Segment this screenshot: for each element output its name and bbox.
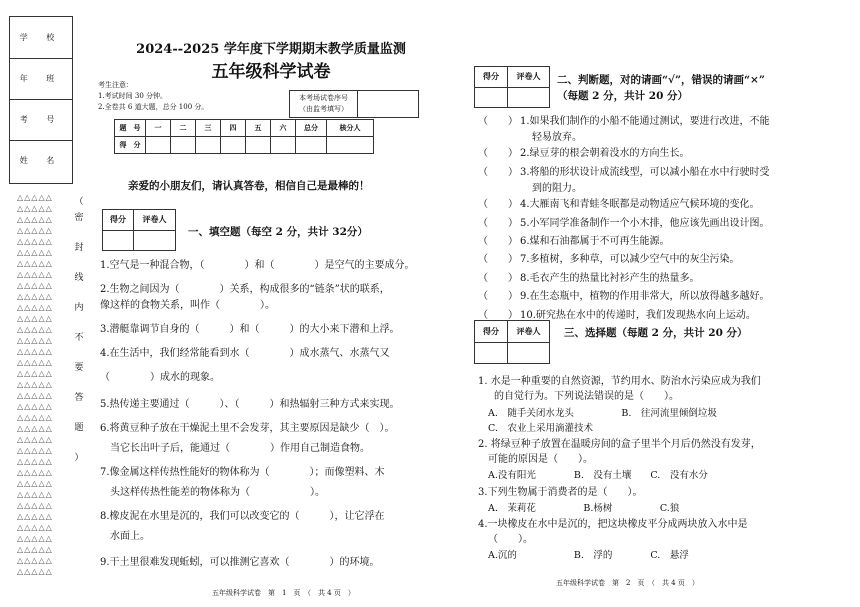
triangle-row: △△△△△ — [17, 490, 53, 499]
choice-line: A. 茉莉花 B.杨树 C.狼 — [488, 503, 680, 514]
exam-notes — [98, 80, 208, 113]
section3-grader-box: 得分 评卷人 — [474, 320, 550, 364]
class-field: 年 班 — [10, 58, 72, 100]
school-field: 学 校 — [10, 17, 72, 59]
choice-line: A.没有阳光 B. 没有土壤 C. 没有水分 — [488, 470, 708, 481]
choice-line: 1. 水是一种重要的自然资源，节约用水、防治水污染应成为我们 — [478, 376, 761, 387]
true-false-line: 4.大雁南飞和青蛙冬眠都是动物适应气候环境的变化。 — [520, 199, 760, 211]
answer-paren: （ ） — [478, 272, 518, 284]
choice-line: A.沉的 B. 浮的 C. 悬浮 — [488, 550, 689, 561]
triangle-row: △△△△△ — [17, 347, 53, 356]
note-line: 1.考试时间 30 分钟。 — [98, 92, 168, 100]
choice-line: 可能的原因是（ ）。 — [488, 454, 593, 465]
answer-paren: （ ） — [478, 236, 518, 247]
triangle-row: △△△△△ — [17, 193, 53, 202]
true-false-line: 1.如果我们制作的小船不能通过测试，要进行改进，不能 — [520, 116, 770, 127]
choice-line: 3.下列生物属于消费者的是（ ）。 — [478, 487, 643, 498]
triangle-border-pattern — [17, 192, 77, 577]
seal-char: 封 — [74, 243, 84, 253]
fill-in-line: 4.在生活中，我们经常能看到水（ ）成水蒸气、水蒸气又 — [100, 348, 390, 359]
fill-in-line: 3.潜艇靠调节自身的（ ）和（ ）的大小来下潜和上浮。 — [100, 324, 400, 335]
answer-paren: （ ） — [478, 291, 518, 303]
exam-subtitle: 五年级科学试卷 — [211, 62, 331, 82]
choice-line: 2. 将绿豆种子放置在温暖房间的盒子里半个月后仍然没有发芽， — [478, 439, 761, 450]
triangle-row: △△△△△ — [17, 457, 53, 466]
score-table-score-row: 得 分 — [115, 137, 374, 154]
triangle-row: △△△△△ — [17, 248, 53, 257]
note-line: 2.全卷共 6 道大题，总分 100 分。 — [98, 103, 209, 111]
notes-title: 考生注意： — [98, 81, 133, 89]
student-info-box — [9, 16, 73, 184]
section2-heading-score: （每题 2 分，共计 20 分） — [557, 90, 689, 102]
answer-paren: （ ） — [478, 217, 518, 229]
triangle-row: △△△△△ — [17, 435, 53, 444]
fill-in-line: 当它长出叶子后，能通过（ ）作用自己制造食物。 — [110, 443, 370, 454]
name-field: 姓 名 — [19, 156, 63, 165]
score-table — [114, 119, 374, 154]
fill-in-line: 头这样传热性能差的物体称为（ ）。 — [110, 487, 325, 498]
section2-heading: 二、判断题，对的请画“√”，错误的请画“×” — [557, 74, 765, 86]
triangle-row: △△△△△ — [17, 512, 53, 521]
fill-in-line: 1.空气是一种混合物，（ ）和（ ）是空气的主要成分。 — [100, 260, 415, 271]
seal-char: 密 — [74, 213, 84, 223]
triangle-row: △△△△△ — [17, 281, 53, 290]
answer-paren: （ ） — [478, 148, 518, 160]
choice-line: A. 随手关闭水龙头 B. 往河流里倾倒垃圾 — [488, 408, 717, 419]
triangle-row: △△△△△ — [17, 402, 53, 411]
answer-paren: （ ） — [478, 199, 518, 211]
section3-heading: 三、选择题（每题 2 分，共计 20 分） — [564, 327, 748, 339]
choice-line: 的自觉行为。下列说法错误的是（ ）。 — [494, 391, 679, 402]
fill-in-line: 5.热传递主要通过（ ）、（ ）和热辐射三种方式来实现。 — [100, 399, 400, 410]
triangle-row: △△△△△ — [17, 479, 53, 488]
answer-paren: （ ） — [478, 309, 518, 321]
section1-grader-box: 得分 评卷人 — [102, 209, 176, 251]
triangle-row: △△△△△ — [17, 523, 53, 532]
seal-char: （ — [74, 197, 84, 207]
triangle-row: △△△△△ — [17, 336, 53, 345]
triangle-row: △△△△△ — [17, 545, 53, 554]
true-false-line: 6.煤和石油都属于不可再生能源。 — [520, 236, 670, 247]
seal-char: 要 — [74, 363, 84, 373]
fill-in-line: 水面上。 — [110, 531, 150, 542]
true-false-line: 7.多植树，多种草，可以减少空气中的灰尘污染。 — [520, 254, 740, 266]
triangle-row: △△△△△ — [17, 413, 53, 422]
true-false-line: 轻易放弃。 — [532, 132, 582, 144]
seal-char: 线 — [74, 273, 84, 283]
true-false-line: 5.小军同学准备制作一个小木排，他应该先画出设计图。 — [520, 217, 770, 229]
triangle-row: △△△△△ — [17, 380, 53, 389]
true-false-line: 到的阻力。 — [532, 183, 582, 194]
true-false-line: 10.研究热在水中的传递时，我们发现热水向上运动。 — [520, 309, 756, 321]
seal-char: 内 — [74, 303, 84, 313]
triangle-row: △△△△△ — [17, 204, 53, 213]
triangle-row: △△△△△ — [17, 556, 53, 565]
seal-char: 不 — [74, 333, 84, 343]
section2-grader-box: 得分 评卷人 — [474, 66, 550, 108]
triangle-row: △△△△△ — [17, 369, 53, 378]
triangle-row: △△△△△ — [17, 424, 53, 433]
choice-line: C. 农业上采用滴灌技术 — [488, 423, 593, 434]
fill-in-line: （ ）成水的现象。 — [100, 372, 220, 383]
exam-title: 2024--2025 学年度下学期期末教学质量监测 — [136, 42, 406, 57]
choice-line: （ ）。 — [488, 534, 533, 545]
true-false-line: 8.毛衣产生的热量比衬衫产生的热量多。 — [520, 272, 700, 284]
true-false-line: 9.在生态瓶中，植物的作用非常大，所以放得越多越好。 — [520, 291, 770, 303]
triangle-row: △△△△△ — [17, 303, 53, 312]
fill-in-line: 6.将黄豆种子放在干燥泥土里不会发芽，其主要原因是缺少（ ）。 — [100, 423, 395, 434]
triangle-row: △△△△△ — [17, 446, 53, 455]
choice-line: 4.一块橡皮在水中是沉的，把这块橡皮平分成两块放入水中是 — [478, 519, 748, 530]
triangle-row: △△△△△ — [17, 292, 53, 301]
section1-heading: 一、填空题（每空 2 分，共计 32分） — [188, 226, 368, 238]
triangle-row: △△△△△ — [17, 237, 53, 246]
fill-in-line: 2.生物之间因为（ ）关系，构成很多的“链条”状的联系， — [100, 284, 390, 295]
answer-paren: （ ） — [478, 166, 518, 178]
greeting-text: 亲爱的小朋友们，请认真答卷，相信自己是最棒的！ — [128, 180, 370, 192]
triangle-row: △△△△△ — [17, 567, 53, 576]
seat-number-box — [289, 90, 419, 118]
triangle-row: △△△△△ — [17, 314, 53, 323]
fill-in-line: 像这样的食物关系，叫作（ ）。 — [100, 300, 275, 311]
exam-number-field: 考 号 — [10, 99, 72, 141]
triangle-row: △△△△△ — [17, 270, 53, 279]
seat-number-label: 本考场试卷序号 （由监考填写） — [290, 91, 358, 117]
seal-char: 题 — [74, 423, 84, 433]
answer-paren: （ ） — [478, 254, 518, 266]
triangle-row: △△△△△ — [17, 501, 53, 510]
seal-line-notice — [73, 196, 85, 468]
seal-char: ） — [74, 453, 84, 463]
triangle-row: △△△△△ — [17, 226, 53, 235]
fill-in-line: 8.橡皮泥在水里是沉的，我们可以改变它的（ ），让它浮在 — [100, 511, 385, 522]
page-footer-1: 五年级科学试卷 第 1 页 （ 共 4 页 ） — [212, 589, 355, 597]
score-table-header-row: 题 号 一 二 三 四 五 六 总分 核分人 — [115, 120, 374, 137]
triangle-row: △△△△△ — [17, 358, 53, 367]
triangle-row: △△△△△ — [17, 468, 53, 477]
triangle-row: △△△△△ — [17, 259, 53, 268]
seal-char: 答 — [74, 393, 84, 403]
true-false-line: 3.将船的形状设计成流线型，可以减小船在水中行驶时受 — [520, 166, 770, 178]
fill-in-line: 9.干土里很难发现蚯蚓，可以推测它喜欢（ ）的环境。 — [100, 557, 380, 568]
answer-paren: （ ） — [478, 116, 518, 127]
page-footer-2: 五年级科学试卷 第 2 页 （ 共 4 页 ） — [556, 579, 699, 587]
triangle-row: △△△△△ — [17, 391, 53, 400]
triangle-row: △△△△△ — [17, 215, 53, 224]
triangle-row: △△△△△ — [17, 534, 53, 543]
true-false-line: 2.绿豆芽的根会朝着没水的方向生长。 — [520, 148, 690, 160]
fill-in-line: 7.像金属这样传热性能好的物体称为（ ）；而像塑料、木 — [100, 467, 385, 478]
triangle-row: △△△△△ — [17, 325, 53, 334]
